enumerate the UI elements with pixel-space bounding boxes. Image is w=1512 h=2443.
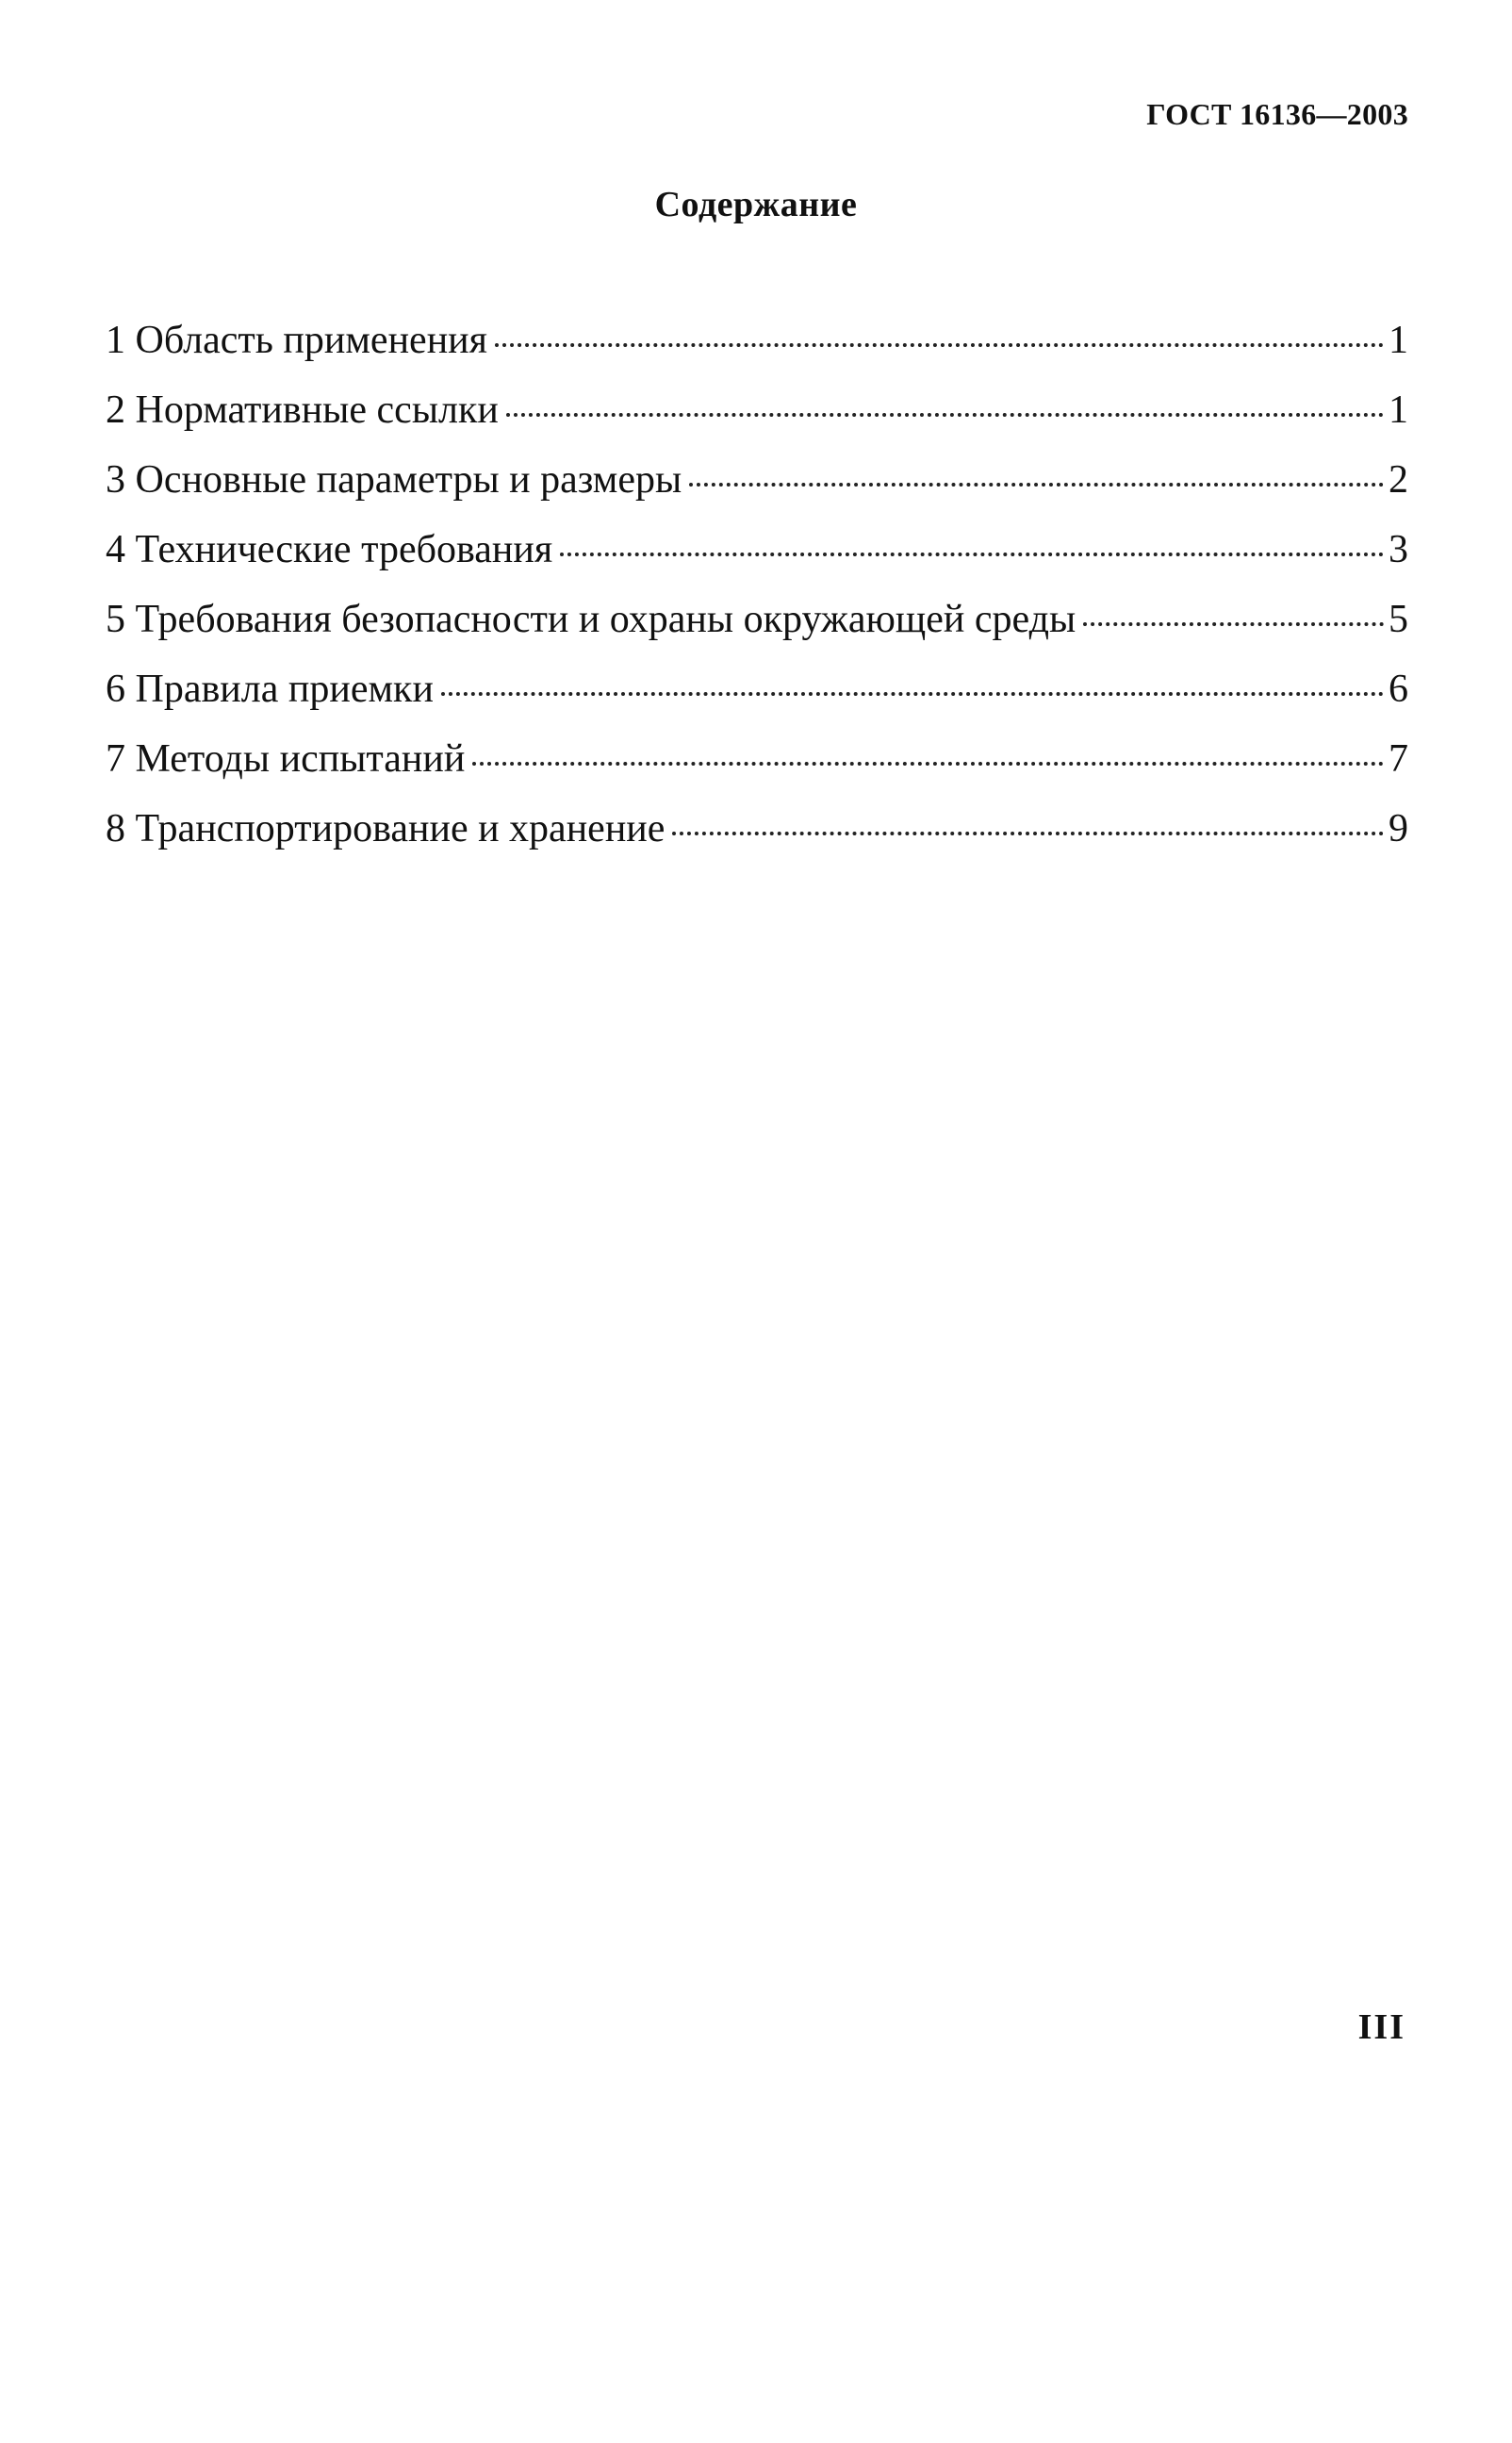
toc-dot-leader	[495, 343, 1384, 347]
toc-dot-leader	[472, 762, 1384, 766]
toc-entry-label: 8 Транспортирование и хранение	[106, 807, 666, 850]
toc-entry	[106, 596, 1408, 666]
toc-entry-label: 5 Требования безопасности и охраны окружающей среды	[106, 598, 1076, 641]
toc-entry-page: 5	[1389, 598, 1408, 641]
toc-entry-label: 6 Правила приемки	[106, 668, 434, 711]
toc-entry-label: 3 Основные параметры и размеры	[106, 458, 682, 502]
toc-entry-page: 2	[1389, 458, 1408, 502]
toc-entry-label: 1 Область применения	[106, 319, 487, 362]
toc-entry-page: 3	[1389, 528, 1408, 571]
toc-dot-leader	[1083, 622, 1384, 626]
toc-title: Содержание	[654, 185, 858, 224]
toc-dot-leader	[689, 483, 1384, 487]
toc-entry-page: 6	[1389, 668, 1408, 711]
toc-entry-label: 2 Нормативные ссылки	[106, 388, 499, 432]
toc-entry	[106, 805, 1408, 875]
document-code: ГОСТ 16136—2003	[1146, 97, 1408, 131]
toc-entry-page: 9	[1389, 807, 1408, 850]
toc-entry	[106, 387, 1408, 456]
toc-entry	[106, 317, 1408, 387]
toc-entry-label: 7 Методы испытаний	[106, 737, 466, 781]
toc-dot-leader	[560, 553, 1384, 556]
toc-entry-page: 1	[1389, 388, 1408, 432]
toc-entry	[106, 735, 1408, 805]
toc-dot-leader	[506, 413, 1384, 417]
toc-entry-label: 4 Технические требования	[106, 528, 553, 571]
toc-dot-leader	[672, 832, 1384, 835]
toc-entry	[106, 666, 1408, 735]
toc-entry-page: 7	[1389, 737, 1408, 781]
toc-entry-page: 1	[1389, 319, 1408, 362]
page-number: III	[1357, 2007, 1405, 2047]
toc-entry	[106, 456, 1408, 526]
toc-list	[106, 317, 1408, 875]
toc-entry	[106, 526, 1408, 596]
toc-dot-leader	[441, 692, 1384, 696]
